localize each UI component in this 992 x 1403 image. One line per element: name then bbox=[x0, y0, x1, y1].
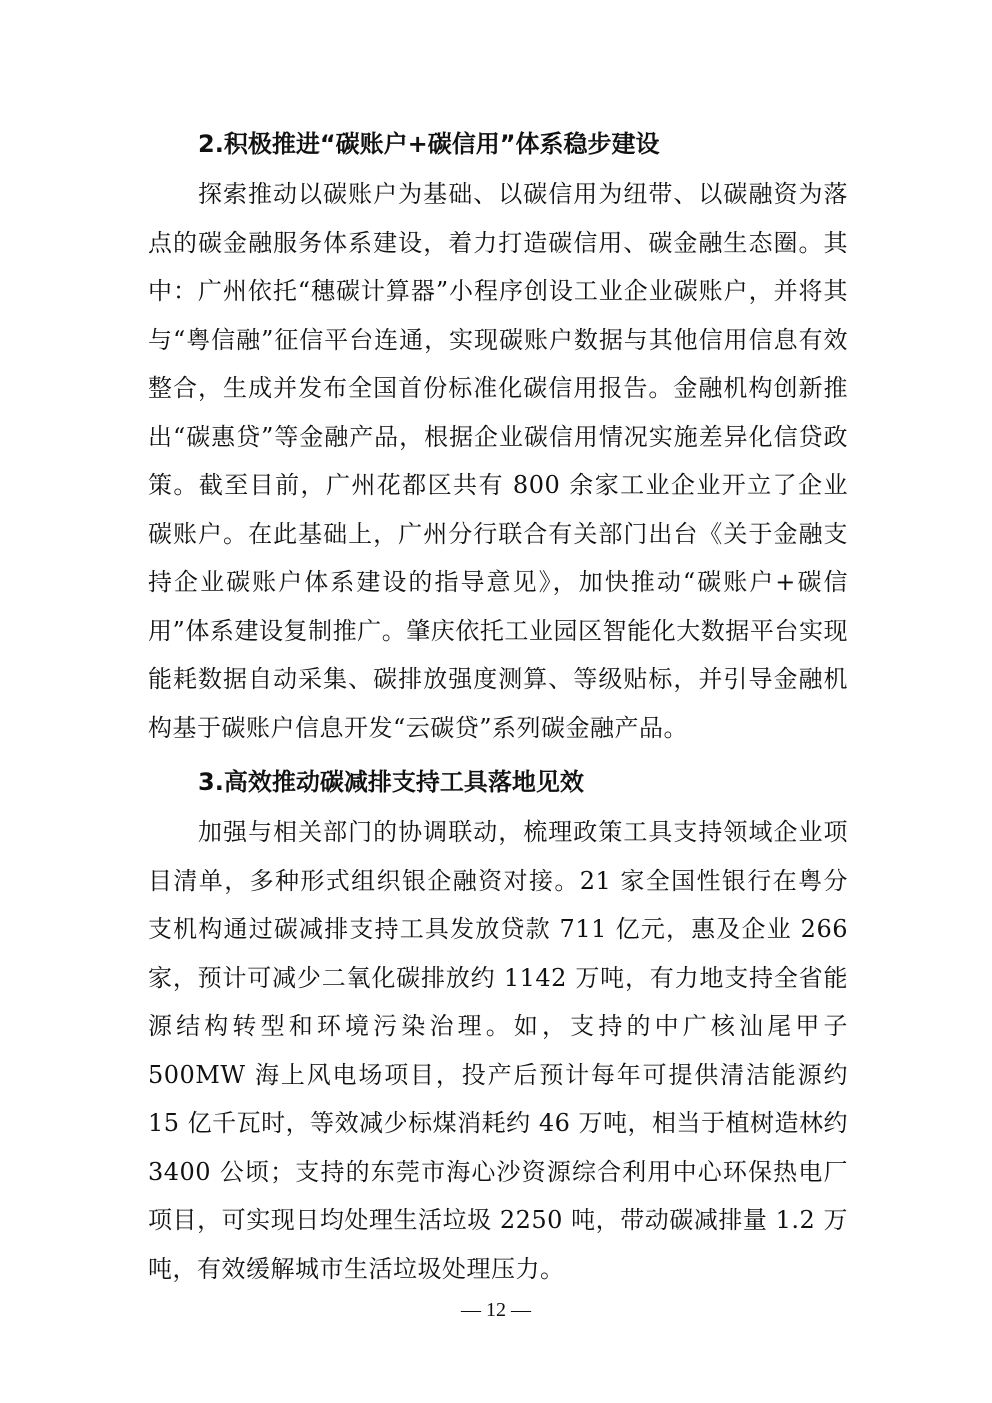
page-number: — 12 — bbox=[461, 1299, 531, 1321]
section-3-heading: 3.高效推动碳减排支持工具落地见效 bbox=[198, 768, 584, 796]
section-2-paragraph: 探索推动以碳账户为基础、以碳信用为纽带、以碳融资为落点的碳金融服务体系建设，着力打造碳信用、碳金融生态圈。其中：广州依托“穗碳计算器”小程序创设工业企业碳账户，并将其与“粤信融”征信平台连通，实现碳账户数据与其他信用信息有效整合，生成并发布全国首份标准化碳信用报告。金融机构创新推出“碳惠贷”等金融产品，根据企业碳信用情况实施差异化信贷政策。截至目前，广州花都区共有 800 余家工业企业开立了企业碳账户。在此基础上，广州分行联合有关部门出台《关于金融支持企业碳账户体系建设的指导意见》，加快推动“碳账户+碳信用”体系建设复制推广。肇庆依托工业园区智能化大数据平台实现能耗数据自动采集、碳排放强度测算、等级贴标，并引导金融机构基于碳账户信息开发“云碳贷”系列碳金融产品。 bbox=[148, 180, 848, 742]
document-page bbox=[148, 118, 848, 1293]
section-2-heading: 2.积极推进“碳账户+碳信用”体系稳步建设 bbox=[198, 130, 660, 158]
section-3-paragraph: 加强与相关部门的协调联动，梳理政策工具支持领域企业项目清单，多种形式组织银企融资对接。21 家全国性银行在粤分支机构通过碳减排支持工具发放贷款 711 亿元，惠及企业 266 家，预计可减少二氧化碳排放约 1142 万吨，有力地支持全省能源结构转型和环境污染治理。如，支持的中广核汕尾甲子 500MW 海上风电场项目，投产后预计每年可提供清洁能源约 15 亿千瓦时，等效减少标煤消耗约 46 万吨，相当于植树造林约 3400 公顷；支持的东莞市海心沙资源综合利用中心环保热电厂项目，可实现日均处理生活垃圾 2250 吨，带动碳减排量 1.2 万吨，有效缓解城市生活垃圾处理压力。 bbox=[148, 818, 848, 1283]
